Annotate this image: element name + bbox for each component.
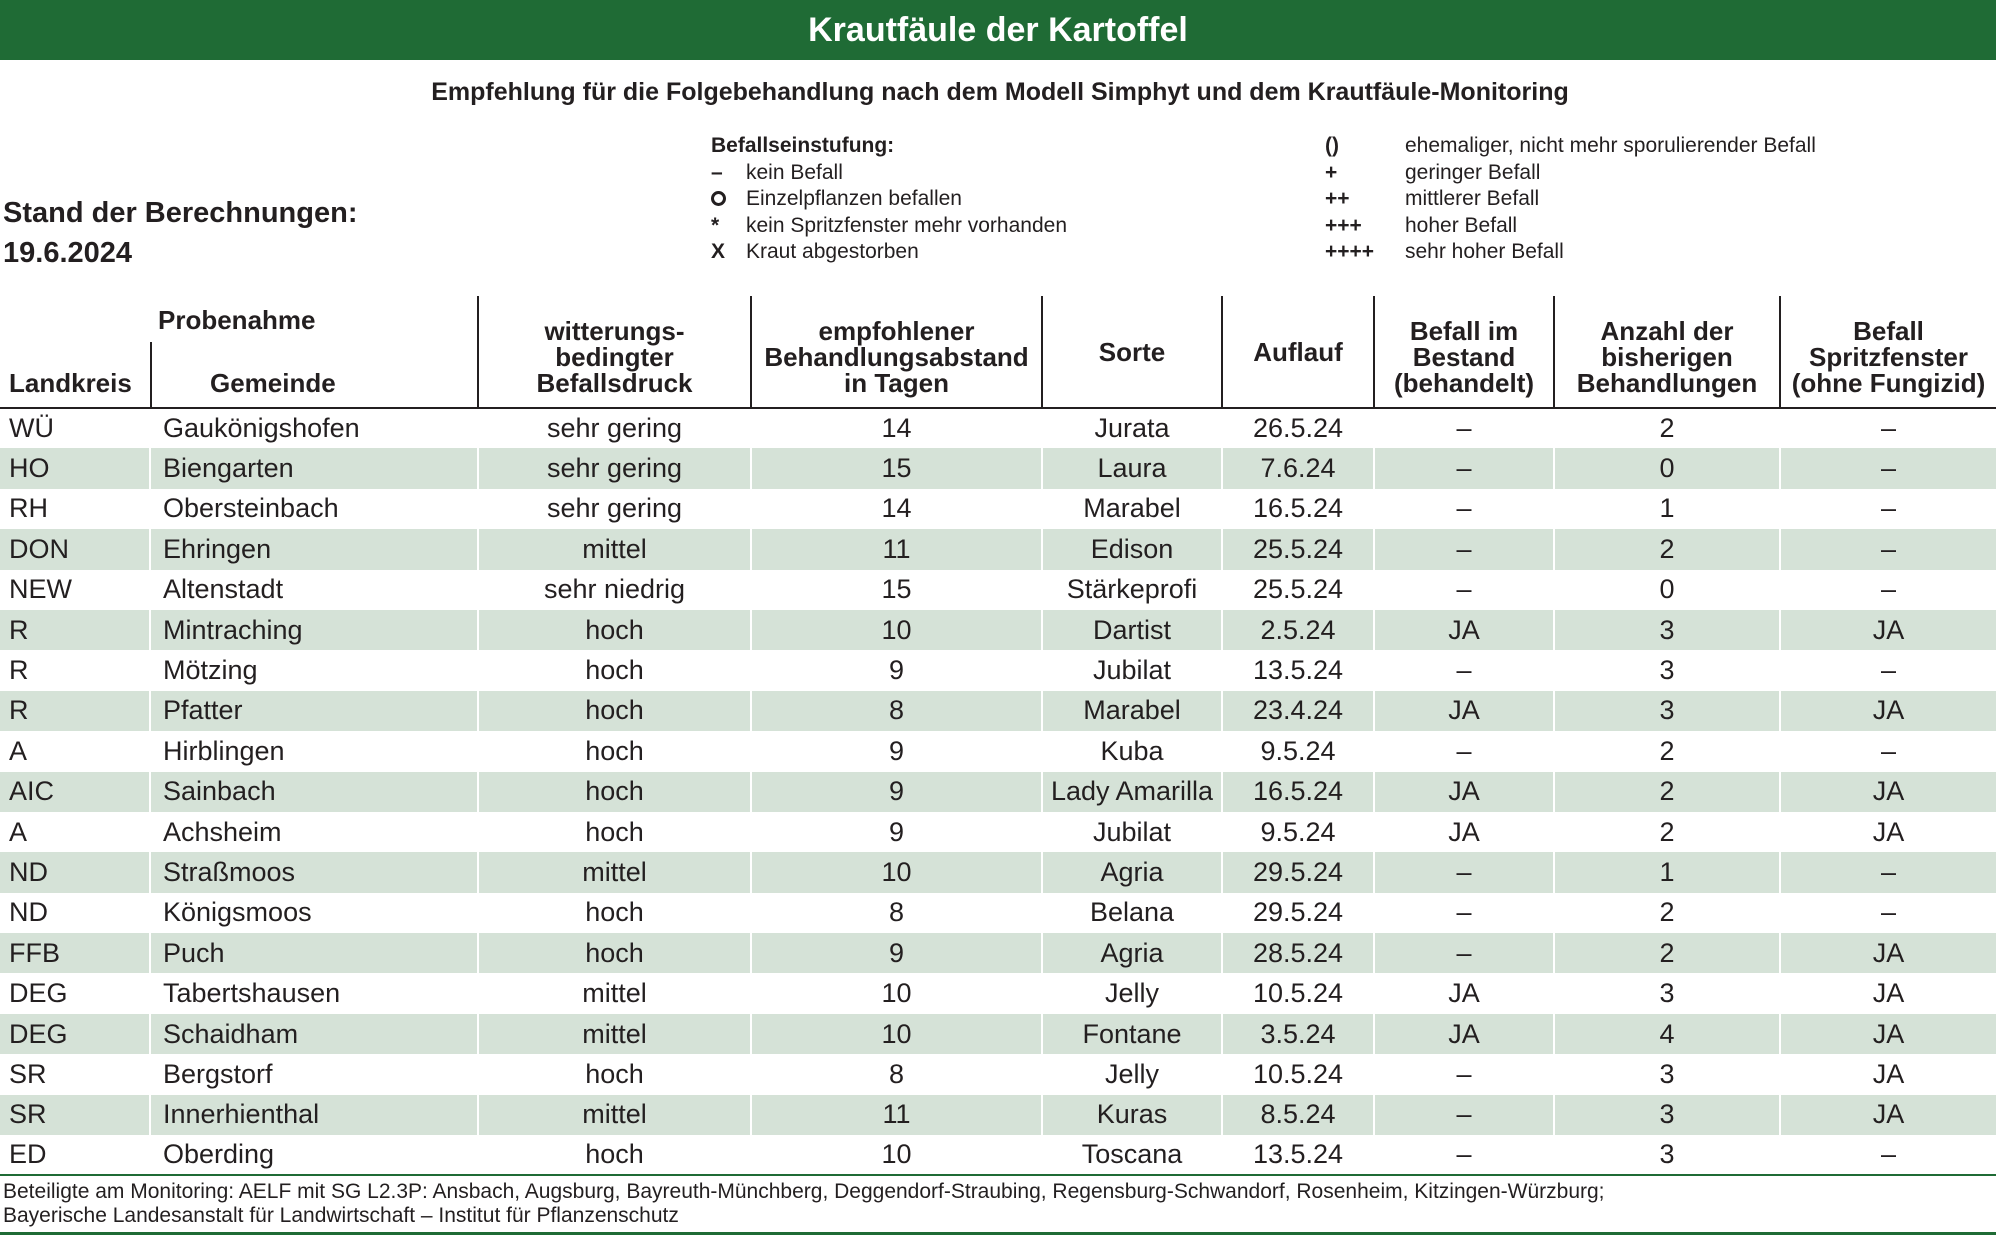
- cell-gemeinde: Bergstorf: [150, 1054, 478, 1094]
- cell-landkreis: HO: [0, 448, 150, 488]
- cell-befall-bestand: –: [1374, 650, 1554, 690]
- cell-sorte: Toscana: [1042, 1135, 1222, 1175]
- table-row: [0, 1014, 1996, 1054]
- cell-anzahl-behandlungen: 1: [1554, 489, 1780, 529]
- cell-anzahl-behandlungen: 4: [1554, 1014, 1780, 1054]
- cell-befallsdruck: sehr gering: [478, 489, 751, 529]
- cell-behandlungsabstand: 9: [751, 650, 1042, 690]
- cell-befall-spritzfenster: JA: [1780, 812, 1996, 852]
- cell-befallsdruck: sehr gering: [478, 448, 751, 488]
- cell-sorte: Stärkeprofi: [1042, 570, 1222, 610]
- table-row: [0, 489, 1996, 529]
- cell-sorte: Kuba: [1042, 731, 1222, 771]
- cell-sorte: Laura: [1042, 448, 1222, 488]
- cell-sorte: Jelly: [1042, 973, 1222, 1013]
- cell-auflauf: 3.5.24: [1222, 1014, 1374, 1054]
- cell-gemeinde: Straßmoos: [150, 852, 478, 892]
- cell-befall-bestand: –: [1374, 448, 1554, 488]
- cell-landkreis: R: [0, 691, 150, 731]
- cell-sorte: Dartist: [1042, 610, 1222, 650]
- table-row: [0, 650, 1996, 690]
- cell-befall-bestand: –: [1374, 852, 1554, 892]
- cell-anzahl-behandlungen: 3: [1554, 973, 1780, 1013]
- legend-symbol: ++: [1325, 187, 1350, 210]
- cell-gemeinde: Mintraching: [150, 610, 478, 650]
- cell-behandlungsabstand: 11: [751, 1095, 1042, 1135]
- table-row: [0, 893, 1996, 933]
- cell-auflauf: 16.5.24: [1222, 489, 1374, 529]
- cell-auflauf: 26.5.24: [1222, 408, 1374, 448]
- cell-befallsdruck: sehr niedrig: [478, 570, 751, 610]
- table-row: [0, 852, 1996, 892]
- cell-behandlungsabstand: 10: [751, 1014, 1042, 1054]
- cell-gemeinde: Oberding: [150, 1135, 478, 1175]
- cell-anzahl-behandlungen: 2: [1554, 529, 1780, 569]
- legend-item: [1325, 133, 1816, 160]
- cell-behandlungsabstand: 14: [751, 408, 1042, 448]
- cell-anzahl-behandlungen: 2: [1554, 731, 1780, 771]
- cell-gemeinde: Mötzing: [150, 650, 478, 690]
- table-row: [0, 973, 1996, 1013]
- cell-sorte: Kuras: [1042, 1095, 1222, 1135]
- legend-text: kein Befall: [746, 160, 843, 184]
- cell-befall-spritzfenster: –: [1780, 489, 1996, 529]
- subtitle: Empfehlung für die Folgebehandlung nach dem Modell Simphyt und dem Krautfäule-Monitoring: [431, 78, 1569, 106]
- cell-auflauf: 7.6.24: [1222, 448, 1374, 488]
- legend-text: Kraut abgestorben: [746, 240, 919, 263]
- cell-befall-spritzfenster: –: [1780, 570, 1996, 610]
- cell-befall-spritzfenster: JA: [1780, 610, 1996, 650]
- cell-sorte: Agria: [1042, 933, 1222, 973]
- cell-gemeinde: Biengarten: [150, 448, 478, 488]
- cell-befallsdruck: hoch: [478, 691, 751, 731]
- cell-befall-spritzfenster: JA: [1780, 691, 1996, 731]
- cell-auflauf: 9.5.24: [1222, 812, 1374, 852]
- cell-befall-bestand: –: [1374, 893, 1554, 933]
- cell-befall-bestand: –: [1374, 731, 1554, 771]
- legend-item: [1325, 213, 1816, 240]
- cell-anzahl-behandlungen: 0: [1554, 448, 1780, 488]
- table-row: [0, 812, 1996, 852]
- legend-symbol: –: [711, 160, 723, 184]
- cell-befall-spritzfenster: –: [1780, 731, 1996, 771]
- cell-auflauf: 10.5.24: [1222, 1054, 1374, 1094]
- footer-rule: [0, 1232, 1996, 1235]
- cell-anzahl-behandlungen: 3: [1554, 1095, 1780, 1135]
- cell-befall-bestand: JA: [1374, 610, 1554, 650]
- col-sorte: Sorte: [1042, 296, 1222, 408]
- cell-befall-spritzfenster: JA: [1780, 933, 1996, 973]
- cell-befall-spritzfenster: JA: [1780, 1054, 1996, 1094]
- cell-auflauf: 29.5.24: [1222, 893, 1374, 933]
- results-table: [0, 296, 1996, 1176]
- legend-text: ehemaliger, nicht mehr sporulierender Befall: [1405, 134, 1816, 157]
- cell-befall-bestand: –: [1374, 408, 1554, 448]
- cell-anzahl-behandlungen: 0: [1554, 570, 1780, 610]
- cell-behandlungsabstand: 8: [751, 893, 1042, 933]
- cell-landkreis: RH: [9, 493, 48, 524]
- legend-symbol: ++++: [1325, 240, 1375, 263]
- cell-befall-bestand: JA: [1374, 973, 1554, 1013]
- cell-behandlungsabstand: 8: [751, 1054, 1042, 1094]
- cell-befallsdruck: mittel: [478, 1095, 751, 1135]
- cell-befall-spritzfenster: –: [1780, 448, 1996, 488]
- cell-gemeinde: Ehringen: [150, 529, 478, 569]
- cell-befallsdruck: mittel: [478, 973, 751, 1013]
- cell-auflauf: 2.5.24: [1222, 610, 1374, 650]
- probenahme-header: Probenahme: [158, 305, 316, 335]
- cell-landkreis: DEG: [0, 1014, 150, 1054]
- legend-title: Befallseinstufung:: [711, 134, 895, 157]
- cell-befallsdruck: hoch: [478, 772, 751, 812]
- cell-behandlungsabstand: 10: [751, 973, 1042, 1013]
- cell-gemeinde: Achsheim: [150, 812, 478, 852]
- legend-text: sehr hoher Befall: [1405, 240, 1564, 263]
- cell-befall-bestand: –: [1374, 1095, 1554, 1135]
- cell-landkreis: A: [9, 735, 28, 766]
- legend-right: [1325, 133, 1816, 266]
- legend-item: [711, 186, 1067, 213]
- cell-befallsdruck: hoch: [478, 731, 751, 771]
- cell-gemeinde: Obersteinbach: [150, 489, 478, 529]
- legend-item: [711, 213, 1067, 240]
- cell-landkreis: SR: [0, 1095, 150, 1135]
- legend-item: [1325, 160, 1816, 187]
- cell-gemeinde: Pfatter: [150, 691, 478, 731]
- cell-landkreis: R: [9, 655, 29, 686]
- table-row: [0, 772, 1996, 812]
- cell-befall-spritzfenster: –: [1780, 650, 1996, 690]
- cell-behandlungsabstand: 9: [751, 772, 1042, 812]
- cell-befall-bestand: JA: [1374, 772, 1554, 812]
- legend-text: hoher Befall: [1405, 213, 1518, 237]
- cell-befall-bestand: –: [1374, 570, 1554, 610]
- legend-text: Einzelpflanzen befallen: [746, 187, 962, 210]
- cell-auflauf: 25.5.24: [1222, 570, 1374, 610]
- cell-behandlungsabstand: 9: [751, 933, 1042, 973]
- cell-auflauf: 9.5.24: [1222, 731, 1374, 771]
- cell-behandlungsabstand: 11: [751, 529, 1042, 569]
- cell-anzahl-behandlungen: 2: [1554, 812, 1780, 852]
- cell-befall-bestand: JA: [1374, 691, 1554, 731]
- cell-gemeinde: Hirblingen: [150, 731, 478, 771]
- cell-behandlungsabstand: 15: [751, 570, 1042, 610]
- table-row: [0, 731, 1996, 771]
- cell-auflauf: 10.5.24: [1222, 973, 1374, 1013]
- cell-anzahl-behandlungen: 2: [1554, 772, 1780, 812]
- cell-befallsdruck: hoch: [478, 1054, 751, 1094]
- legend-text: kein Spritzfenster mehr vorhanden: [746, 213, 1067, 237]
- cell-gemeinde: Altenstadt: [150, 570, 478, 610]
- cell-auflauf: 28.5.24: [1222, 933, 1374, 973]
- table-row: [0, 570, 1996, 610]
- cell-befall-spritzfenster: JA: [1780, 973, 1996, 1013]
- cell-sorte: Agria: [1042, 852, 1222, 892]
- legend-item: [1325, 239, 1816, 266]
- cell-sorte: Marabel: [1042, 489, 1222, 529]
- cell-befallsdruck: mittel: [478, 529, 751, 569]
- cell-befall-spritzfenster: JA: [1780, 1014, 1996, 1054]
- cell-landkreis: SR: [9, 1058, 47, 1089]
- cell-landkreis: FFB: [0, 933, 150, 973]
- cell-anzahl-behandlungen: 3: [1554, 691, 1780, 731]
- cell-behandlungsabstand: 15: [751, 448, 1042, 488]
- cell-anzahl-behandlungen: 3: [1554, 610, 1780, 650]
- cell-sorte: Fontane: [1042, 1014, 1222, 1054]
- legend-text: mittlerer Befall: [1405, 187, 1540, 210]
- cell-landkreis: R: [0, 610, 150, 650]
- cell-auflauf: 29.5.24: [1222, 852, 1374, 892]
- col-befall-spritzfenster: Befall Spritzfenster (ohne Fungizid): [1780, 296, 1996, 408]
- col-befall-bestand: Befall im Bestand (behandelt): [1374, 296, 1554, 408]
- cell-gemeinde: Puch: [150, 933, 478, 973]
- cell-sorte: Jurata: [1042, 408, 1222, 448]
- table-row: [0, 1095, 1996, 1135]
- legend-symbol: (): [1325, 134, 1339, 157]
- cell-behandlungsabstand: 9: [751, 812, 1042, 852]
- legend-item: [1325, 186, 1816, 213]
- cell-sorte: Edison: [1042, 529, 1222, 569]
- cell-befall-bestand: JA: [1374, 1014, 1554, 1054]
- cell-sorte: Belana: [1042, 893, 1222, 933]
- table-row: [0, 1135, 1996, 1175]
- col-auflauf: Auflauf: [1222, 296, 1374, 408]
- cell-behandlungsabstand: 10: [751, 610, 1042, 650]
- cell-befallsdruck: hoch: [478, 610, 751, 650]
- cell-anzahl-behandlungen: 1: [1554, 852, 1780, 892]
- legend-left: [711, 133, 1067, 266]
- cell-befall-spritzfenster: –: [1780, 529, 1996, 569]
- cell-auflauf: 13.5.24: [1222, 650, 1374, 690]
- cell-befall-spritzfenster: –: [1780, 408, 1996, 448]
- cell-anzahl-behandlungen: 3: [1554, 1135, 1780, 1175]
- cell-anzahl-behandlungen: 3: [1554, 650, 1780, 690]
- cell-befall-bestand: –: [1374, 529, 1554, 569]
- legend-text: geringer Befall: [1405, 160, 1541, 184]
- table-row: [0, 408, 1996, 448]
- cell-befall-spritzfenster: –: [1780, 1135, 1996, 1175]
- cell-befallsdruck: mittel: [478, 1014, 751, 1054]
- cell-landkreis: A: [9, 816, 28, 847]
- cell-behandlungsabstand: 9: [751, 731, 1042, 771]
- page-title: Krautfäule der Kartoffel: [0, 0, 1996, 60]
- cell-auflauf: 8.5.24: [1222, 1095, 1374, 1135]
- col-landkreis: Landkreis: [0, 296, 150, 408]
- legend-item: [711, 160, 1067, 187]
- table-row: [0, 1054, 1996, 1094]
- cell-befallsdruck: hoch: [478, 933, 751, 973]
- cell-befall-spritzfenster: JA: [1780, 772, 1996, 812]
- legend-symbol: +++: [1325, 213, 1362, 237]
- table-row: [0, 933, 1996, 973]
- table-row: [0, 448, 1996, 488]
- ring-icon: [711, 186, 746, 213]
- cell-befallsdruck: hoch: [478, 812, 751, 852]
- table-row: [0, 691, 1996, 731]
- legend-item: [711, 239, 1067, 266]
- cell-auflauf: 16.5.24: [1222, 772, 1374, 812]
- cell-gemeinde: Sainbach: [150, 772, 478, 812]
- cell-befall-spritzfenster: –: [1780, 893, 1996, 933]
- legend-symbol: *: [711, 213, 720, 237]
- col-anzahl-behandlungen: Anzahl der bisherigen Behandlungen: [1554, 296, 1780, 408]
- stand-date: 19.6.2024: [3, 237, 133, 269]
- stand-block: [3, 193, 358, 273]
- cell-auflauf: 13.5.24: [1222, 1135, 1374, 1175]
- cell-landkreis: ED: [0, 1135, 150, 1175]
- cell-behandlungsabstand: 10: [751, 1135, 1042, 1175]
- cell-landkreis: NEW: [9, 574, 72, 605]
- stand-label: Stand der Berechnungen:: [3, 197, 358, 229]
- cell-befall-spritzfenster: JA: [1780, 1095, 1996, 1135]
- cell-sorte: Marabel: [1042, 691, 1222, 731]
- cell-gemeinde: Gaukönigshofen: [150, 408, 478, 448]
- cell-behandlungsabstand: 14: [751, 489, 1042, 529]
- cell-anzahl-behandlungen: 3: [1554, 1054, 1780, 1094]
- cell-befall-bestand: –: [1374, 1135, 1554, 1175]
- cell-landkreis: ND: [0, 852, 150, 892]
- cell-befall-bestand: –: [1374, 933, 1554, 973]
- col-behandlungsabstand: empfohlener Behandlungsabstand in Tagen: [751, 296, 1042, 408]
- table-row: [0, 610, 1996, 650]
- cell-gemeinde: Schaidham: [150, 1014, 478, 1054]
- cell-befallsdruck: mittel: [478, 852, 751, 892]
- cell-sorte: Jelly: [1042, 1054, 1222, 1094]
- cell-befall-bestand: JA: [1374, 812, 1554, 852]
- cell-befall-bestand: –: [1374, 1054, 1554, 1094]
- col-befallsdruck: witterungs- bedingter Befallsdruck: [478, 296, 751, 408]
- cell-befall-spritzfenster: –: [1780, 852, 1996, 892]
- cell-auflauf: 23.4.24: [1222, 691, 1374, 731]
- cell-auflauf: 25.5.24: [1222, 529, 1374, 569]
- cell-befallsdruck: sehr gering: [478, 408, 751, 448]
- cell-befall-bestand: –: [1374, 489, 1554, 529]
- cell-behandlungsabstand: 10: [751, 852, 1042, 892]
- cell-befallsdruck: hoch: [478, 893, 751, 933]
- cell-landkreis: AIC: [0, 772, 150, 812]
- footer-line-2: Bayerische Landesanstalt für Landwirtschaft – Institut für Pflanzenschutz: [3, 1204, 679, 1227]
- legend-symbol: +: [1325, 160, 1338, 184]
- cell-befallsdruck: hoch: [478, 650, 751, 690]
- cell-landkreis: DEG: [9, 978, 68, 1009]
- cell-gemeinde: Königsmoos: [150, 893, 478, 933]
- cell-anzahl-behandlungen: 2: [1554, 933, 1780, 973]
- cell-behandlungsabstand: 8: [751, 691, 1042, 731]
- legend-symbol: X: [711, 240, 726, 263]
- cell-landkreis: WÜ: [9, 413, 54, 444]
- footer: [3, 1180, 1999, 1228]
- cell-landkreis: DON: [0, 529, 150, 569]
- cell-gemeinde: Innerhienthal: [150, 1095, 478, 1135]
- cell-landkreis: ND: [9, 897, 48, 928]
- col-gemeinde: Gemeinde: [150, 296, 478, 408]
- cell-befallsdruck: hoch: [478, 1135, 751, 1175]
- cell-sorte: Jubilat: [1042, 650, 1222, 690]
- results-table-wrap: [0, 296, 1996, 1176]
- footer-line-1: Beteiligte am Monitoring: AELF mit SG L2.3P: Ansbach, Augsburg, Bayreuth-Münchberg, Deggendorf-Straubing, Regensburg-Schwandorf, Rosenheim, Kitzingen-Würzburg;: [3, 1180, 1605, 1203]
- cell-sorte: Lady Amarilla: [1042, 772, 1222, 812]
- cell-sorte: Jubilat: [1042, 812, 1222, 852]
- cell-gemeinde: Tabertshausen: [150, 973, 478, 1013]
- table-row: [0, 529, 1996, 569]
- cell-anzahl-behandlungen: 2: [1554, 893, 1780, 933]
- cell-anzahl-behandlungen: 2: [1554, 408, 1780, 448]
